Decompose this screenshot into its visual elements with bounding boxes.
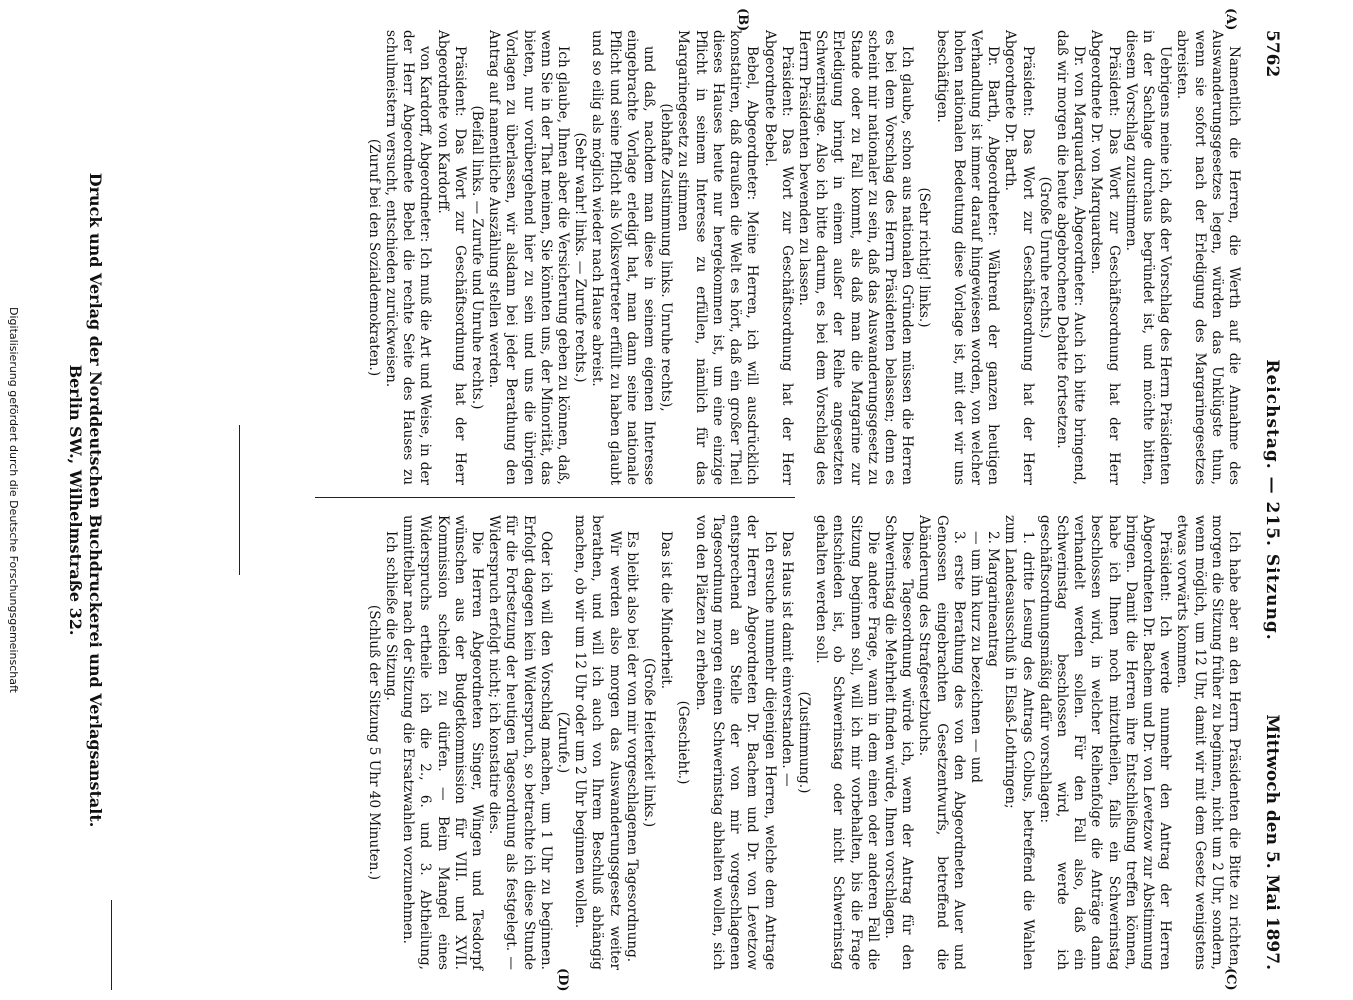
paragraph: Präsident: Das Wort zur Geschäftsordnung hat der Herr Abgeordnete Bebel.	[761, 30, 795, 485]
paragraph: Wir werden also morgen das Auswanderungsgesetz weiter berathen, und will ich auch von Ihrem Beschluß abhängig machen, ob wir um 12 Uhr oder um 2 Uhr beginnen wollen.	[572, 515, 623, 970]
paragraph: 2. Margarineantrag	[985, 531, 1002, 667]
paragraph: Dr. Barth, Abgeordneter: Während der ganzen heutigen Verhandlung ist immer darauf hingewiesen worden, von welcher hohen nationalen Bedeutung diese Vorlage ist, mit der wir uns beschäftigen.	[933, 30, 1002, 485]
digitization-note: Digitalisierung gefördert durch die Deutsche Forschungsgemeinschaft	[7, 307, 20, 693]
paragraph: Es bleibt also bei der von mir vorgeschlagenen Tagesordnung.	[623, 531, 640, 963]
paragraph: — um ihn kurz zu bezeichnen — und	[967, 531, 984, 783]
paragraph: Ich glaube, schon aus nationalen Gründen müssen die Herren es bei dem Vorschlag des Herrn Präsidenten belassen; denn es scheint mir nationaler zu sein, daß das Auswanderungsgesetz zu Stande oder zu Fall kommt, als daß man die Margarine zur Erledigung bringt in einem außer der Reihe angesetzten Schwerinstage. Also ich bitte darum, es bei dem Vorschlag des Herrn Präsidenten bewenden zu lassen.	[795, 30, 916, 485]
margin-marker-d: (D)	[555, 968, 570, 992]
paragraph: Präsident: Das Wort zur Geschäftsordnung hat der Herr Abgeordnete von Kardorff.	[434, 30, 468, 485]
page-number: 5762	[1262, 30, 1282, 78]
paragraph: Das Haus ist damit einverstanden. —	[778, 531, 795, 787]
printer-imprint	[65, 0, 105, 1000]
session-date: Mittwoch den 5. Mai 1897.	[1262, 714, 1282, 970]
paragraph: von Kardorff, Abgeordneter: Ich muß die Art und Weise, in der der Herr Abgeordnete Bebel die rechte Seite des Hauses zu schulmeistern versucht, entschieden zurückweisen.	[383, 30, 434, 485]
paragraph: (Große Unruhe rechts.)	[1036, 176, 1053, 339]
paragraph: (Zuruf bei den Sozialdemokraten.)	[365, 138, 382, 377]
column-divider	[315, 497, 795, 498]
paragraph: Präsident: Das Wort zur Geschäftsordnung hat der Herr Abgeordnete Dr. Barth.	[1002, 30, 1036, 485]
margin-marker-a: (A)	[1223, 8, 1238, 31]
paragraph: (Zurufe.)	[555, 711, 572, 774]
paragraph: 1. dritte Lesung des Antrags Colbus, betreffend die Wahlen zum Landesausschuß in Elsaß-Lothringen;	[1002, 515, 1036, 970]
paragraph: Namentlich die Herren, die Werth auf die Annahme des Auswanderungsgesetzes legen, würden das Unklügste thun, wenn sie sofort nach der Erledigung des Margarinegesetzes abreisten.	[1174, 30, 1242, 485]
session-title: Reichstag. — 215. Sitzung.	[1262, 359, 1282, 641]
paragraph: (Große Heiterkeit links.)	[641, 657, 658, 828]
paragraph: Dr. von Marquardsen, Abgeordneter: Auch ich bitte bringend, daß wir morgen die heute abgebrochene Debatte fortsetzen.	[1053, 30, 1088, 485]
margin-marker-b: (B)	[735, 8, 750, 32]
paragraph: (lebhafte Zustimmung links. Unruhe rechts),	[658, 103, 675, 412]
footer-rule	[111, 900, 112, 990]
paragraph: Ich habe aber an den Herrn Präsidenten die Bitte zu richten, morgen die Sitzung früher zu beginnen, nicht um 2 Uhr, sondern, wenn möglich, um 12 Uhr, damit wir mit dem Gesetz wenigstens etwas vorwärts kommen.	[1174, 515, 1242, 970]
paragraph: Oder ich will den Vorschlag machen, um 1 Uhr zu beginnen. Erfolgt dagegen kein Widerspruch, so betrachte ich diese Stunde für die Fortsetzung der heutigen Tagesordnung als festgelegt. — Widerspruch erfolgt nicht; ich konstatire dies.	[486, 515, 554, 970]
paragraph: Uebrigens meine ich, daß der Vorschlag des Herrn Präsidenten in der Sachlage durchaus begründet ist, und möchte bitten, diesem Vorschlag zuzustimmen.	[1122, 30, 1174, 485]
paragraph: (Beifall links. — Zurufe und Unruhe rechts.)	[469, 105, 486, 410]
paragraph: (Geschieht.)	[675, 700, 692, 785]
paragraph: Ich glaube, Ihnen aber die Versicherung geben zu können, daß, wenn Sie in der That meinen, Sie könnten uns, der Minorität, das bieten, nur vorübergehend hier zu sein und uns die übrigen Vorlagen zu überlassen, wir alsdann bei jeder Berathung den Antrag auf namentliche Auszählung stellen werden.	[486, 30, 572, 485]
margin-marker-c: (C)	[1223, 968, 1238, 991]
paragraph: (Sehr wahr! links. — Zurufe rechts.)	[572, 132, 589, 383]
paragraph: (Schluß der Sitzung 5 Uhr 40 Minuten.)	[365, 604, 382, 881]
end-rule	[239, 425, 240, 575]
imprint-line-1: Druck und Verlag der Norddeutschen Buchdruckerei und Verlagsanstalt.	[86, 172, 105, 828]
paragraph: Präsident: Das Wort zur Geschäftsordnung hat der Herr Abgeordnete Dr. von Marquardsen.	[1088, 30, 1122, 485]
paragraph: Diese Tagesordnung würde ich, wenn der Antrag für den Schwerinstag die Mehrheit finden würde, Ihnen vorschlagen.	[881, 515, 916, 970]
paragraph: Die Herren Abgeordneten Singer, Wingen und Tesdorpf wünschen aus der Budgetkommission für VIII. und XVII. Kommission scheiden zu dürfen. — Beim Mangel eines Widerspruchs ertheile ich die 2., 6. und 3. Abtheilung, unmittelbar nach der Sitzung die Ersatzwahlen vorzunehmen.	[400, 515, 486, 970]
paragraph: Ich ersuche nunmehr diejenigen Herren, welche dem Antrage der Herren Abgeordneten Dr. Bachem und Dr. von Levetzow entsprechend an Stelle der von mir vorgeschlagenen Tagesordnung morgen einen Schwerinstag abhalten wollen, sich von den Plätzen zu erheben.	[692, 515, 778, 970]
paragraph: (Sehr richtig! links.)	[916, 187, 933, 328]
paragraph: und daß, nachdem man diese in seinem eigenen Interesse eingebrachte Vorlage erledigt hat, man dann seine nationale Pflicht und seine Pflicht als Volksvertreter erfüllt zu haben glaubt und so eilig als möglich wieder nach Hause abreist.	[589, 30, 658, 485]
imprint-line-2: Berlin SW., Wilhelmstraße 32.	[66, 364, 85, 636]
paragraph: Die andere Frage, wann in dem einen oder anderen Fall die Sitzung beginnen soll, will ich mir vorbehalten, bis die Frage entschieden ist, ob Schwerinstag oder nicht Schwerinstag gehalten werden soll.	[813, 515, 881, 970]
paragraph: Das ist die Minderheit.	[658, 531, 675, 690]
left-column	[365, 30, 1242, 485]
paragraph: (Zustimmung.)	[795, 691, 812, 794]
paragraph: 3. erste Berathung des von den Abgeordneten Auer und Genossen eingebrachten Gesetzentwurfs, betreffend die Abänderung des Strafgesetzbuchs.	[916, 515, 967, 970]
page-header	[1258, 30, 1282, 970]
paragraph: Ich schließe die Sitzung.	[383, 531, 400, 701]
paragraph: Bebel, Abgeordneter: Meine Herren, ich will ausdrücklich konstatiren, daß draußen die Welt es hört, daß ein großer Theil dieses Hauses heute nur hergekommen ist, um eine einzige Pflicht in seinem Interesse zu erfüllen, nämlich für das Margarinegesetz zu stimmen	[675, 30, 761, 485]
right-column	[365, 515, 1242, 970]
paragraph: Präsident: Ich werde nunmehr den Antrag der Herren Abgeordneten Dr. Bachem und Dr. von Levetzow zur Abstimmung bringen. Damit die Herren ihre Entschließung treffen können, habe ich Ihnen noch mitzutheilen, falls ein Schwerinstag beschlossen wird, in welcher Reihenfolge die Anträge dann verhandelt werden sollen. Für den Fall also, daß ein Schwerinstag beschlossen wird, werde ich geschäftsordnungsmäßig dafür vorschlagen:	[1036, 515, 1174, 970]
